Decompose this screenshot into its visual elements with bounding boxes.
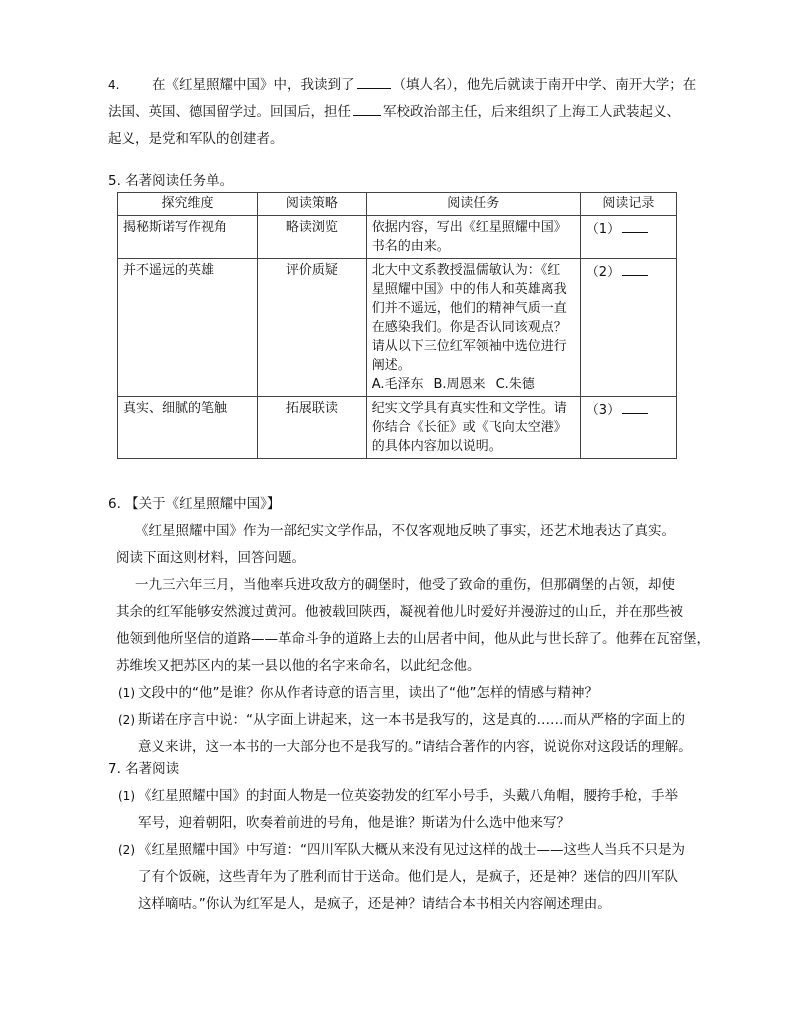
- row2-record-blank[interactable]: [622, 261, 648, 276]
- reading-task-table: [117, 192, 677, 459]
- q4-blank-2[interactable]: [353, 101, 381, 116]
- row3-task-line: 你结合《长征》或《飞向太空港》: [371, 420, 567, 435]
- question-7: [108, 756, 718, 918]
- q7-sub1-line: 《红星照耀中国》的封面人物是一位英姿勃发的红军小号手，头戴八角帽，腰挎手枪，手举: [138, 788, 678, 804]
- q6-passage-line: 苏维埃又把苏区内的某一县以他的名字来命名，以此纪念他。: [116, 658, 481, 674]
- row1-record-blank[interactable]: [622, 218, 648, 233]
- q6-title: 6. 【关于《红星照耀中国》】: [108, 496, 281, 512]
- q7-sub1-number: (1): [118, 789, 135, 803]
- row2-task-line: 在感染我们。你是否认同该观点？: [371, 320, 567, 335]
- row3-strategy: 拓展联读: [257, 397, 366, 459]
- q4-line-1: [108, 72, 718, 99]
- row3-task-line: 纪实文学具有真实性和文学性。请: [371, 401, 567, 416]
- row3-record: [580, 397, 676, 459]
- q4-text-part4: 军校政治部主任，后来组织了上海工人武装起义、: [383, 104, 680, 120]
- row2-task-line: 星照耀中国》中的伟人和英雄离我: [371, 282, 567, 297]
- table-row: [118, 397, 677, 459]
- question-4: [108, 72, 718, 153]
- q4-text-part3: 法国、英国、德国留学过。回国后，担任: [108, 104, 351, 120]
- q6-sub1-number: (1): [118, 686, 135, 700]
- header-dimension: 探究维度: [118, 193, 258, 216]
- row2-dimension: 并不遥远的英雄: [118, 259, 258, 397]
- question-6: [108, 491, 718, 761]
- row1-task-line: 书名的由来。: [371, 239, 450, 254]
- row1-task: [366, 216, 580, 259]
- row1-dimension: 揭秘斯诺写作视角: [118, 216, 258, 259]
- table-header-row: [118, 193, 677, 216]
- q7-title: 7. 名著阅读: [108, 761, 180, 777]
- q6-sub2-number: (2): [118, 713, 135, 727]
- header-strategy: 阅读策略: [257, 193, 366, 216]
- option-a: A.毛泽东: [371, 377, 424, 392]
- q5-title: 5. 名著阅读任务单。: [108, 173, 234, 189]
- row1-strategy: 略读浏览: [257, 216, 366, 259]
- q7-sub2-line: 这样嘀咕。”你认为红军是人，是疯子，还是神？请结合本书相关内容阐述理由。: [138, 896, 611, 912]
- q6-sub2-line: 斯诺在序言中说：“从字面上讲起来，这一本书是我写的，这是真的……而从严格的字面上的: [138, 712, 685, 728]
- q6-passage-line: 其余的红军能够安然渡过黄河。他被载回陕西，凝视着他儿时爱好并漫游过的山丘，并在那些被: [116, 604, 683, 620]
- row1-record-label: （1）: [585, 222, 621, 237]
- q6-passage-line: 一九三六年三月，当他率兵进攻敌方的碉堡时，他受了致命的重伤，但那碉堡的占领，却使: [135, 577, 675, 593]
- row2-task: [366, 259, 580, 397]
- q7-sub1-line: 军号，迎着朝阳，吹奏着前进的号角，他是谁？斯诺为什么选中他来写？: [138, 815, 570, 831]
- table-row: [118, 259, 677, 397]
- q4-line-2: [108, 99, 718, 126]
- q6-sub1-text: 文段中的“他”是谁？你从作者诗意的语言里，读出了“他”怎样的情感与精神？: [138, 685, 598, 701]
- q4-text-part1: 在《红星照耀中国》中，我读到了: [152, 77, 355, 93]
- row3-record-label: （3）: [585, 403, 621, 418]
- row2-record: [580, 259, 676, 397]
- q4-line-3: 起义，是党和军队的创建者。: [108, 131, 284, 147]
- q7-sub-question-1: [108, 783, 718, 837]
- q7-sub-question-2: [108, 837, 718, 918]
- q6-sub-question-1: [108, 680, 718, 707]
- row3-task: [366, 397, 580, 459]
- row2-task-line: 北大中文系教授温儒敏认为：《红: [371, 263, 561, 278]
- row2-strategy: 评价质疑: [257, 259, 366, 397]
- row2-record-label: （2）: [585, 265, 621, 280]
- row2-options: [372, 375, 575, 394]
- header-task: 阅读任务: [366, 193, 580, 216]
- q4-text-part2: （填人名），他先后就读于南开中学、南开大学；在: [392, 77, 697, 93]
- option-b: B.周恩来: [433, 377, 486, 392]
- q4-blank-1[interactable]: [357, 74, 391, 89]
- header-record: 阅读记录: [580, 193, 676, 216]
- row2-task-line: 请从以下三位红军领袖中选位进行: [371, 339, 567, 354]
- q6-sub2-line: 意义来讲，这一本书的一大部分也不是我写的。”请结合著作的内容，说说你对这段话的理解。: [138, 739, 692, 755]
- row1-task-line: 依据内容，写出《红星照耀中国》: [371, 220, 567, 235]
- row3-task-line: 的具体内容加以说明。: [371, 439, 502, 454]
- q7-sub2-number: (2): [118, 843, 135, 857]
- question-5-title: [108, 170, 718, 192]
- q7-sub2-line: 了有个饭碗，这些青年为了胜利而甘于送命。他们是人，是疯子，还是神？迷信的四川军队: [138, 869, 678, 885]
- q6-intro-line: 阅读下面这则材料，回答问题。: [116, 550, 305, 566]
- q6-passage-line: 他领到他所坚信的道路——革命斗争的道路上去的山居者中间，他从此与世长辞了。他葬在瓦窑堡，: [116, 631, 710, 647]
- row3-dimension: 真实、细腻的笔触: [118, 397, 258, 459]
- q6-intro-line: 《红星照耀中国》作为一部纪实文学作品，不仅客观地反映了事实，还艺术地表达了真实。: [135, 523, 675, 539]
- q4-number: 4.: [108, 78, 120, 92]
- q7-sub2-line: 《红星照耀中国》中写道：“四川军队大概从来没有见过这样的战士——这些人当兵不只是为: [138, 842, 685, 858]
- row2-task-line: 们并不遥远，他们的精神气质一直: [371, 301, 567, 316]
- row2-task-line: 阐述。: [371, 358, 411, 373]
- q6-sub-question-2: [108, 707, 718, 761]
- row3-record-blank[interactable]: [622, 399, 648, 414]
- option-c: C.朱德: [495, 377, 535, 392]
- row1-record: [580, 216, 676, 259]
- table-row: [118, 216, 677, 259]
